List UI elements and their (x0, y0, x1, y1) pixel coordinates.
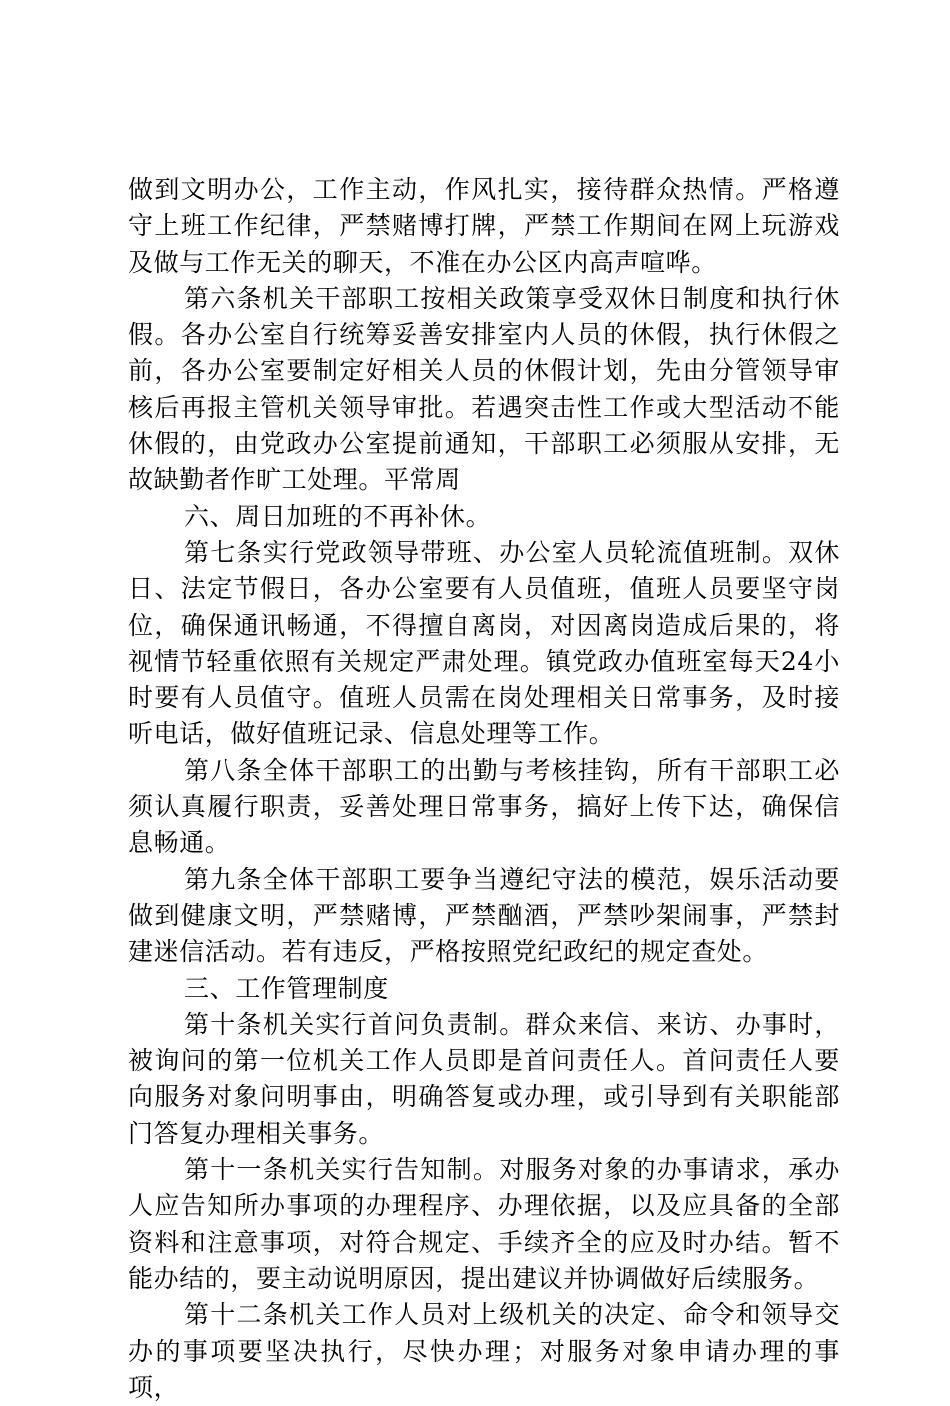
paragraph-article-11: 第十一条机关实行告知制。对服务对象的办事请求，承办人应告知所办事项的办理程序、办理依据，以及应具备的全部资料和注意事项，对符合规定、手续齐全的应及时办结。暂不能办结的，要主动说明原因，提出建议并协调做好后续服务。 (128, 1155, 840, 1293)
paragraph-article-10: 第十条机关实行首问负责制。群众来信、来访、办事时，被询问的第一位机关工作人员即是首问责任人。首问责任人要向服务对象问明事由，明确答复或办理，或引导到有关职能部门答复办理相关事务。 (128, 1009, 840, 1148)
section-heading-work-management: 三、工作管理制度 (184, 973, 389, 1003)
paragraph-article-12: 第十二条机关工作人员对上级机关的决定、命令和领导交办的事项要坚决执行，尽快办理；对服务对象申请办理的事项， (128, 1300, 840, 1402)
paragraph-article-9: 第九条全体干部职工要争当遵纪守法的模范，娱乐活动要做到健康文明，严禁赌博，严禁酗酒，严禁吵架闹事，严禁封建迷信活动。若有违反，严格按照党纪政纪的规定查处。 (128, 864, 840, 967)
paragraph-article-8: 第八条全体干部职工的出勤与考核挂钩，所有干部职工必须认真履行职责，妥善处理日常事务，搞好上传下达，确保信息畅通。 (128, 755, 840, 858)
paragraph-weekend-overtime: 六、周日加班的不再补休。 (184, 501, 492, 531)
document-body (128, 172, 840, 1406)
paragraph-article-7: 第七条实行党政领导带班、办公室人员轮流值班制。双休日、法定节假日，各办公室要有人员值班，值班人员要坚守岗位，确保通讯畅通，不得擅自离岗，对因离岗造成后果的，将视情节轻重依照有关规定严肃处理。镇党政办值班室每天24小时要有人员值守。值班人员需在岗处理相关日常事务，及时接听电话，做好值班记录、信息处理等工作。 (128, 537, 840, 749)
paragraph-1: 做到文明办公，工作主动，作风扎实，接待群众热情。严格遵守上班工作纪律，严禁赌博打牌，严禁工作期间在网上玩游戏及做与工作无关的聊天，不准在办公区内高声喧哗。 (128, 175, 840, 277)
paragraph-article-6: 第六条机关干部职工按相关政策享受双休日制度和执行休假。各办公室自行统筹妥善安排室内人员的休假，执行休假之前，各办公室要制定好相关人员的休假计划，先由分管领导审核后再报主管机关领导审批。若遇突击性工作或大型活动不能休假的，由党政办公室提前通知，干部职工必须服从安排，无故缺勤者作旷工处理。平常周 (128, 283, 840, 495)
